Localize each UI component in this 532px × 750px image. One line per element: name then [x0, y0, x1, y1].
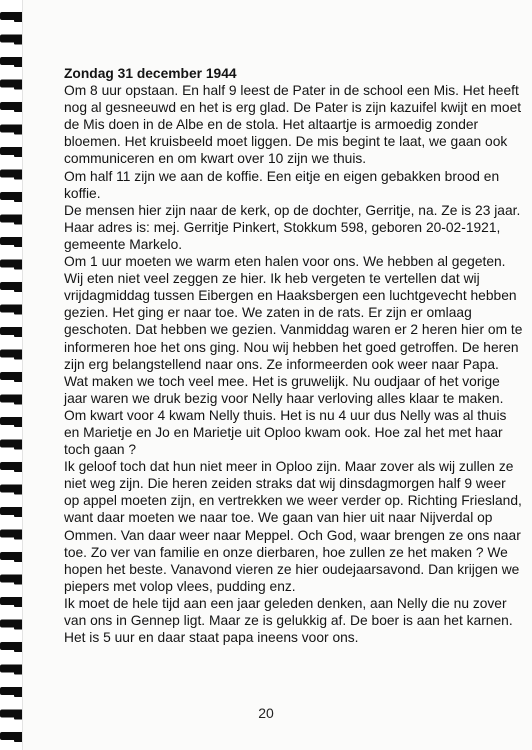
entry-paragraph: Om half 11 zijn we aan de koffie. Een eitje en eigen gebakken brood en koffie. — [64, 168, 500, 201]
page-number: 20 — [258, 705, 274, 721]
entry-heading: Zondag 31 december 1944 — [64, 66, 237, 81]
diary-entry — [64, 65, 524, 646]
entry-paragraph: Om 8 uur opstaan. En half 9 leest de Pater in de school een Mis. Het heeft nog al gesneeuwd en het is erg glad. De Pater is zijn kazuifel kwijt en moet de Mis doen in de Albe en de stola. Het altaartje is armoedig zonder bloemen. Het kruisbeeld moet liggen. De mis begint te laat, we gaan ook communiceren en om kwart over 10 zijn we thuis. — [64, 83, 522, 167]
entry-paragraph: De mensen hier zijn naar de kerk, op de dochter, Gerritje, na. Ze is 23 jaar. Haar adres is: mej. Gerritje Pinkert, Stokkum 598, geboren 20-02-1921, gemeente Markelo. — [64, 202, 521, 252]
entry-paragraph: Om 1 uur moeten we warm eten halen voor ons. We hebben al gegeten. Wij eten niet veel zeggen ze hier. Ik heb vergeten te vertellen dat wij vrijdagmiddag tussen Eibergen en Haaksbergen een luchtgevecht hebben gezien. Het ging er naar toe. We zaten in de rats. Er zijn er omlaag geschoten. Dat hebben we gezien. Vanmiddag waren er 2 heren hier om te informeren hoe het ons ging. Nou wij hebben het goed getroffen. De heren zijn erg belangstellend naar ons. Ze informeerden ook weer naar Papa. Wat maken we toch veel mee. Het is gruwelijk. Nu oudjaar of het vorige jaar waren we druk bezig voor Nelly haar verloving alles klaar te maken. Om kwart voor 4 kwam Nelly thuis. Het is nu 4 uur dus Nelly was al thuis en Marietje en Jo en Marietje uit Oploo kwam ook. Hoe zal het met haar toch gaan ? — [64, 254, 523, 458]
entry-paragraph: Ik moet de hele tijd aan een jaar geleden denken, aan Nelly die nu zover van ons in Gennep ligt. Maar ze is gelukkig af. De boer is aan het karnen. Het is 5 uur en daar staat papa ineens voor ons. — [64, 595, 513, 646]
entry-paragraph: Ik geloof toch dat hun niet meer in Oploo zijn. Maar zover als wij zullen ze niet weg zijn. Die heren zeiden straks dat wij dinsdagmorgen half 9 weer op appel moeten zijn, en vertrekken we weer verder op. Richting Friesland, want daar moeten we naar toe. We gaan van hier uit naar Nijverdal op Ommen. Van daar weer naar Meppel. Och God, waar brengen ze ons naar toe. Zo ver van familie en onze dierbaren, hoe zullen ze het maken ? We hopen het beste. Vanavond vieren ze hier oudejaarsavond. Dan krijgen we piepers met volop vlees, pudding enz. — [64, 459, 522, 594]
